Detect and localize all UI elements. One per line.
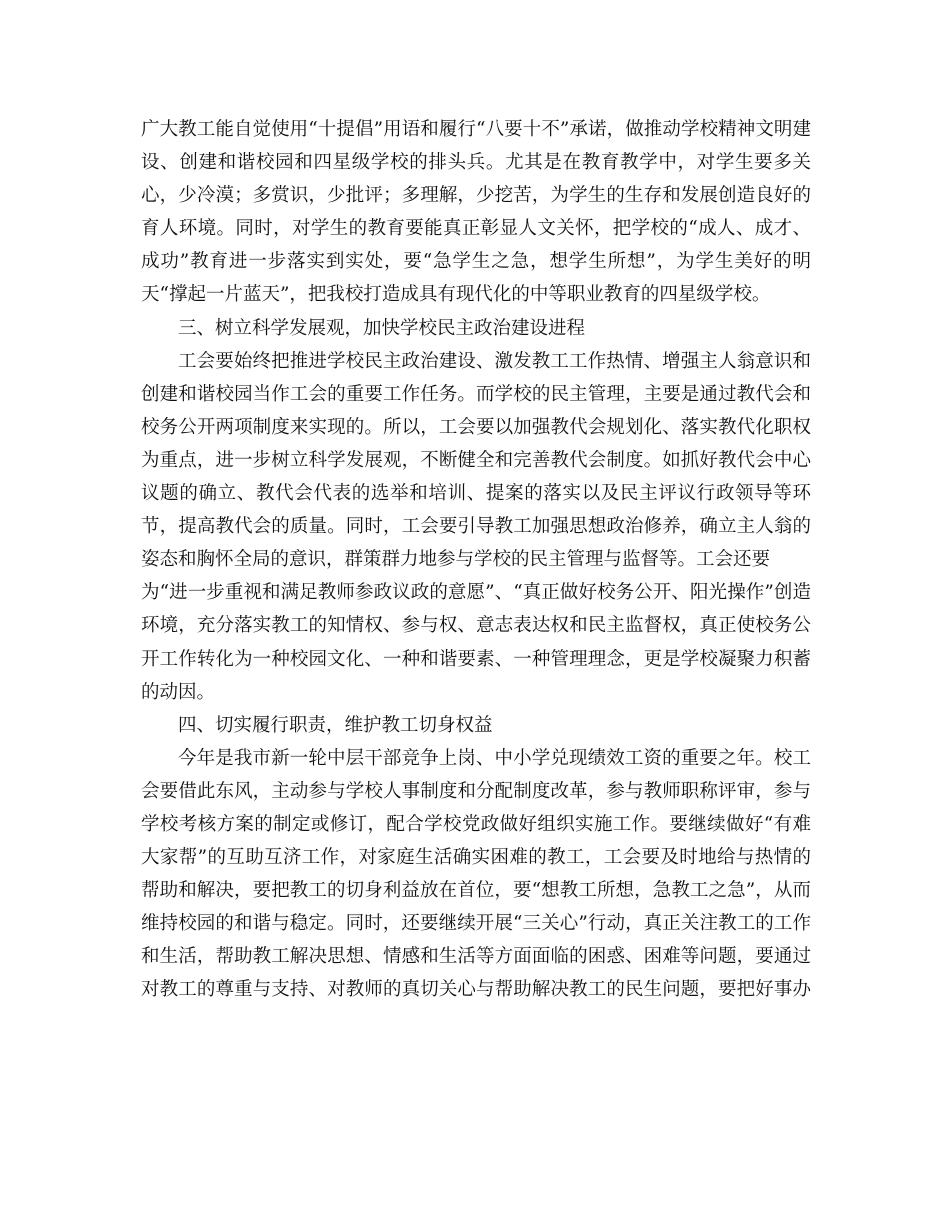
text-line: 帮助和解决，要把教工的切身利益放在首位，要“想教工所想，急教工之急”，从而 <box>141 880 811 902</box>
text-line: 工会要始终把推进学校民主政治建设、激发教工工作热情、增强主人翁意识和 <box>178 350 811 372</box>
text-line: 校务公开两项制度来实现的。所以，工会要以加强教代会规划化、落实教代化职权 <box>141 416 811 438</box>
section-heading: 三、树立科学发展观，加快学校民主政治建设进程 <box>178 317 586 339</box>
text-line: 的动因。 <box>141 681 216 703</box>
text-line: 会要借此东风，主动参与学校人事制度和分配制度改革，参与教师职称评审，参与 <box>141 780 811 802</box>
text-line: 节，提高教代会的质量。同时，工会要引导教工加强思想政治修养，确立主人翁的 <box>141 516 811 538</box>
text-line: 育人环境。同时，对学生的教育要能真正彰显人文关怀，把学校的“成人、成才、 <box>141 218 811 240</box>
text-line: 维持校园的和谐与稳定。同时，还要继续开展“三关心”行动，真正关注教工的工作 <box>141 913 811 935</box>
text-line: 设、创建和谐校园和四星级学校的排头兵。尤其是在教育教学中，对学生要多关 <box>141 152 811 174</box>
text-line: 为重点，进一步树立科学发展观，不断健全和完善教代会制度。如抓好教代会中心 <box>141 449 811 471</box>
text-line: 开工作转化为一种校园文化、一种和谐要素、一种管理理念，更是学校凝聚力积蓄 <box>141 648 811 670</box>
text-line: 大家帮”的互助互济工作，对家庭生活确实困难的教工，工会要及时地给与热情的 <box>141 847 811 869</box>
text-line: 心，少冷漠；多赏识，少批评；多理解，少挖苦，为学生的生存和发展创造良好的 <box>141 185 811 207</box>
text-line: 环境，充分落实教工的知情权、参与权、意志表达权和民主监督权，真正使校务公 <box>141 615 811 637</box>
text-line: 广大教工能自觉使用“十提倡”用语和履行“八要十不”承诺，做推动学校精神文明建 <box>141 119 811 140</box>
section-heading: 四、切实履行职责，维护教工切身权益 <box>178 714 493 736</box>
text-line: 对教工的尊重与支持、对教师的真切关心与帮助解决教工的民生问题，要把好事办 <box>141 979 811 1001</box>
document-body <box>141 113 811 1007</box>
text-line: 创建和谐校园当作工会的重要工作任务。而学校的民主管理，主要是通过教代会和 <box>141 383 811 405</box>
text-line: 今年是我市新一轮中层干部竞争上岗、中小学兑现绩效工资的重要之年。校工 <box>178 747 811 769</box>
text-line: 姿态和胸怀全局的意识，群策群力地参与学校的民主管理与监督等。工会还要 <box>141 549 771 571</box>
text-line: 为“进一步重视和满足教师参政议政的意愿”、“真正做好校务公开、阳光操作”创造 <box>141 582 811 604</box>
text-line: 学校考核方案的制定或修订，配合学校党政做好组织实施工作。要继续做好“有难 <box>141 813 811 835</box>
text-line: 议题的确立、教代会代表的选举和培训、提案的落实以及民主评议行政领导等环 <box>141 483 811 505</box>
text-line: 成功”教育进一步落实到实处，要“急学生之急，想学生所想”，为学生美好的明 <box>141 251 811 273</box>
text-line: 天“撑起一片蓝天”，把我校打造成具有现代化的中等职业教育的四星级学校。 <box>141 284 771 306</box>
text-line: 和生活，帮助教工解决思想、情感和生活等方面面临的困惑、困难等问题，要通过 <box>141 946 811 968</box>
